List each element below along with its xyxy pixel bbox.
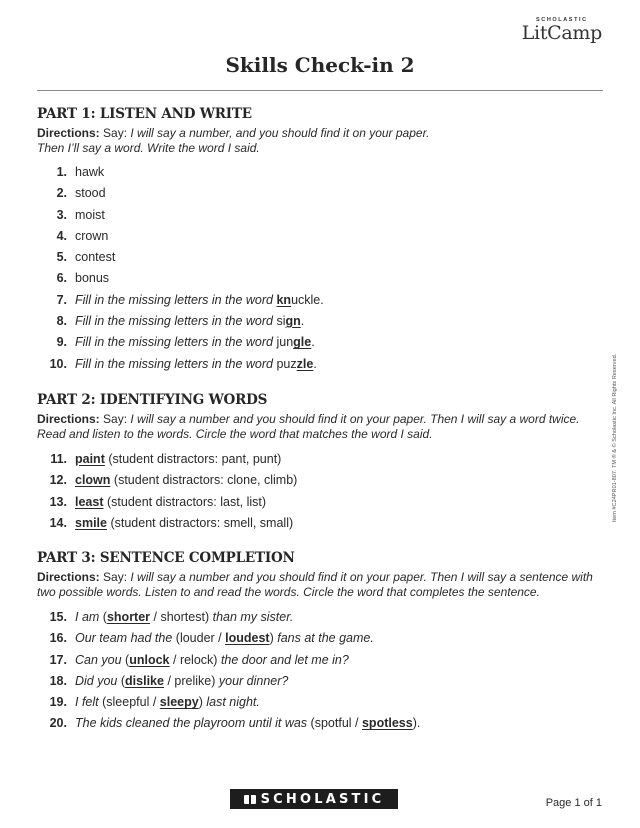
option-separator: / <box>163 673 175 688</box>
copyright-text: Item #C24PR01-807. TM ® & © Scholastic Inc. All Rights Reserved. <box>612 353 618 522</box>
item-number: 14. <box>49 515 67 530</box>
word-pre: puz <box>276 356 297 371</box>
directions-text: I will say a number and you should find it on your paper. Then I will say a word twice. <box>130 412 580 426</box>
close-paren: ). <box>412 716 421 731</box>
close-paren: ) <box>198 695 203 710</box>
part-heading: PART 1: LISTEN AND WRITE <box>37 106 252 122</box>
answer-letters: gn <box>285 314 301 329</box>
sentence-before: Can you <box>75 652 122 667</box>
item-prompt: Fill in the missing letters in the word <box>75 356 273 371</box>
option-2: shortest <box>160 610 205 624</box>
list-item <box>37 290 607 311</box>
part-3 <box>37 550 607 735</box>
item-number: 12. <box>49 473 67 488</box>
option-separator: / <box>351 716 362 731</box>
option-2: spotless <box>361 716 413 731</box>
sentence-after: last night. <box>206 695 260 710</box>
item-number: 13. <box>49 494 67 509</box>
list-item <box>37 205 607 226</box>
sentence-after: the door and let me in? <box>220 652 349 667</box>
sentence-after: fans at the game. <box>277 631 374 646</box>
directions-label: Directions: <box>37 126 100 140</box>
option-2: relock <box>179 652 214 667</box>
item-word: moist <box>75 207 105 222</box>
brand-small-text: SCHOLASTIC <box>535 17 588 23</box>
directions-say: Say: <box>103 126 128 140</box>
list-item <box>37 470 607 491</box>
item-prompt: Fill in the missing letters in the word <box>75 314 273 329</box>
option-1: sleepful <box>106 695 150 710</box>
open-paren: ( <box>102 610 107 624</box>
answer-word: least <box>75 494 104 509</box>
option-separator: / <box>150 610 161 624</box>
item-word: crown <box>75 228 109 243</box>
list-item <box>37 628 607 649</box>
option-2: sleepy <box>159 695 199 710</box>
item-number: 5. <box>56 250 67 265</box>
page-title: Skills Check-in 2 <box>225 53 415 77</box>
open-paren: ( <box>310 716 315 731</box>
part-2-list <box>37 449 607 534</box>
item-number: 2. <box>56 186 67 201</box>
item-number: 1. <box>56 165 67 179</box>
directions-label: Directions: <box>37 412 100 426</box>
item-word: contest <box>75 250 116 265</box>
directions-say: Say: <box>103 570 128 584</box>
item-word: bonus <box>75 271 110 286</box>
word-pre: jun <box>276 335 294 350</box>
list-item <box>37 354 607 375</box>
distractors: (student distractors: smell, small) <box>110 515 294 530</box>
option-1: shorter <box>106 610 151 624</box>
option-2: loudest <box>225 631 270 646</box>
word-post: . <box>313 356 317 371</box>
word-post: . <box>300 314 305 329</box>
open-paren: ( <box>175 631 180 646</box>
option-separator: / <box>169 652 180 667</box>
answer-word: smile <box>75 515 107 530</box>
answer-letters: gle <box>293 335 312 350</box>
item-prompt: Fill in the missing letters in the word <box>75 292 273 307</box>
word-post: uckle. <box>291 292 324 307</box>
list-item <box>37 492 607 513</box>
close-paren: ) <box>211 673 216 688</box>
distractors: (student distractors: last, list) <box>106 494 267 509</box>
brand-big-text: LitCamp <box>521 22 602 44</box>
open-paren: ( <box>120 673 126 688</box>
distractors: (student distractors: pant, punt) <box>108 452 282 466</box>
part-1 <box>37 106 607 375</box>
item-number: 19. <box>49 695 67 710</box>
copyright-note <box>612 312 622 522</box>
part-3-list <box>37 607 607 735</box>
directions-text-2: Then I’ll say a word. Write the word I said. <box>37 141 260 155</box>
answer-word: paint <box>75 452 105 466</box>
item-prompt: Fill in the missing letters in the word <box>75 335 273 350</box>
word-pre: si <box>276 314 286 329</box>
list-item <box>37 513 607 534</box>
list-item <box>37 268 607 289</box>
word-post: . <box>311 335 315 350</box>
sentence-after: your dinner? <box>218 673 289 688</box>
sentence-before: I am <box>75 610 100 624</box>
litcamp-logo <box>522 17 602 43</box>
list-item <box>37 162 607 183</box>
open-paren: ( <box>125 652 130 667</box>
directions-text-2: Read and listen to the words. Circle the word that matches the word I said. <box>37 427 433 441</box>
option-1: unlock <box>129 652 170 667</box>
list-item <box>37 332 607 353</box>
list-item <box>37 311 607 332</box>
list-item <box>37 449 607 470</box>
list-item <box>37 650 607 671</box>
directions-label: Directions: <box>37 570 100 584</box>
item-number: 8. <box>56 314 67 329</box>
option-1: louder <box>179 631 215 646</box>
item-number: 9. <box>56 335 67 350</box>
list-item <box>37 607 607 628</box>
option-separator: / <box>214 631 226 646</box>
item-number: 16. <box>49 631 67 646</box>
list-item <box>37 692 607 713</box>
page-number: Page 1 of 1 <box>545 797 602 809</box>
option-1: spotful <box>314 716 352 731</box>
sentence-before: Did you <box>75 673 118 688</box>
item-number: 6. <box>56 271 67 286</box>
part-heading: PART 3: SENTENCE COMPLETION <box>37 550 295 566</box>
item-number: 17. <box>49 652 67 667</box>
part-directions <box>37 126 607 156</box>
item-word: stood <box>75 186 106 201</box>
list-item <box>37 226 607 247</box>
open-paren: ( <box>102 695 107 710</box>
part-directions <box>37 570 607 600</box>
option-1: dislike <box>125 673 164 688</box>
part-heading: PART 2: IDENTIFYING WORDS <box>37 392 268 408</box>
sentence-before: I felt <box>75 695 99 710</box>
list-item <box>37 183 607 204</box>
scholastic-logo <box>230 789 398 809</box>
option-separator: / <box>149 695 160 710</box>
item-number: 11. <box>50 452 67 466</box>
book-icon <box>244 795 256 804</box>
option-2: prelike <box>174 673 212 688</box>
list-item <box>37 247 607 268</box>
scholastic-logo-text: SCHOLASTIC <box>260 791 385 807</box>
title-divider <box>37 90 603 91</box>
directions-text: I will say a number, and you should find it on your paper. <box>130 126 430 140</box>
item-number: 4. <box>56 228 67 243</box>
directions-text-2: two possible words. Listen to and read the words. Circle the word that completes the sentence. <box>37 585 540 599</box>
part-1-list <box>37 162 607 375</box>
part-directions <box>37 412 607 442</box>
item-number: 7. <box>56 292 67 307</box>
directions-text: I will say a number and you should find it on your paper. Then I will say a sentence with <box>130 570 593 584</box>
item-number: 3. <box>56 207 67 222</box>
list-item <box>37 713 607 734</box>
sentence-before: The kids cleaned the playroom until it was <box>75 716 308 731</box>
sentence-before: Our team had the <box>75 631 173 646</box>
answer-letters: zle <box>296 356 314 371</box>
answer-word: clown <box>75 473 111 488</box>
distractors: (student distractors: clone, climb) <box>113 473 298 488</box>
answer-letters: kn <box>276 292 292 307</box>
item-number: 10. <box>49 356 67 371</box>
part-2 <box>37 392 607 534</box>
close-paren: ) <box>204 610 210 624</box>
close-paren: ) <box>269 631 274 646</box>
close-paren: ) <box>213 652 218 667</box>
item-number: 15. <box>49 610 67 624</box>
directions-say: Say: <box>103 412 128 426</box>
list-item <box>37 671 607 692</box>
sentence-after: than my sister. <box>212 610 294 624</box>
item-number: 18. <box>49 673 67 688</box>
item-number: 20. <box>49 716 67 731</box>
item-word: hawk <box>75 165 105 179</box>
